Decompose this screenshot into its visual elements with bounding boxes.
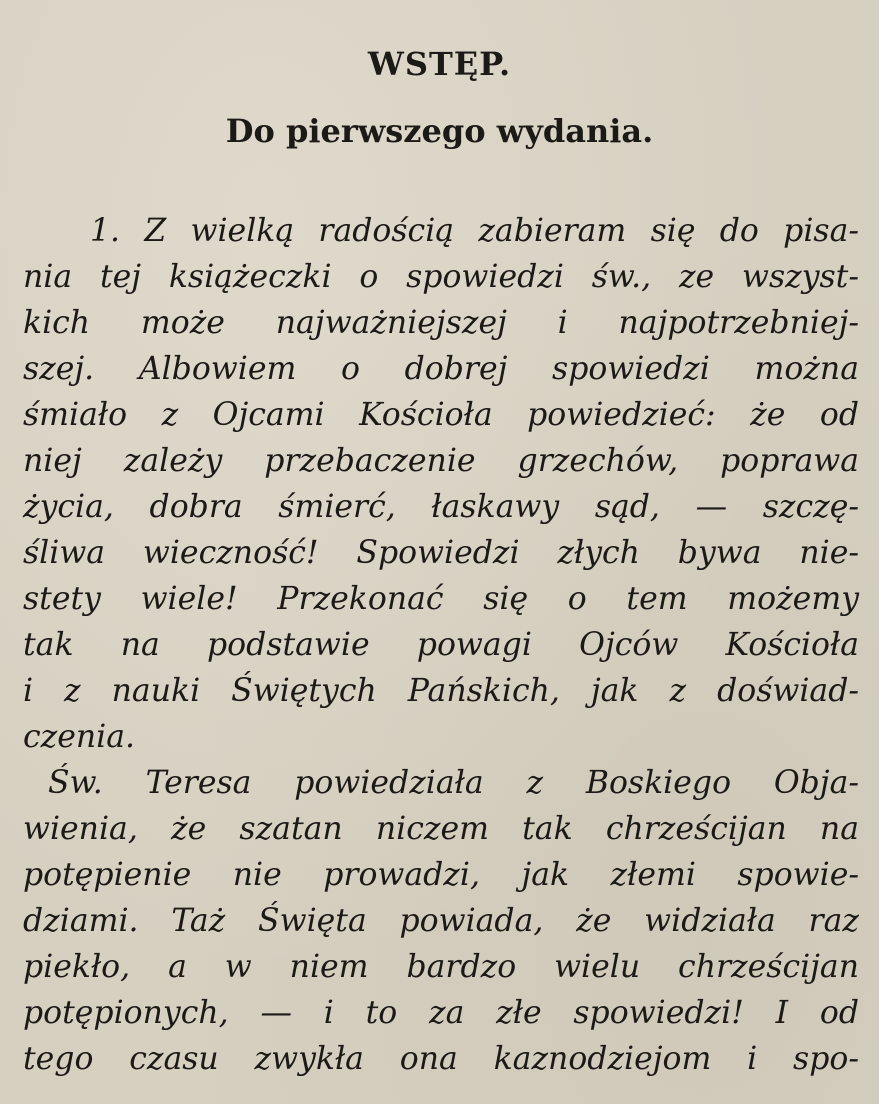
text-line: Św. Teresa powiedziała z Boskiego Obja- — [48, 765, 859, 801]
text-line: kich może najważniejszej i najpotrzebniej- — [23, 305, 859, 341]
text-line: tak na podstawie powagi Ojców Kościoła — [23, 627, 859, 663]
page-title: WSTĘP. — [367, 45, 512, 83]
text-line: stety wiele! Przekonać się o tem możemy — [23, 581, 859, 617]
text-line: niej zależy przebaczenie grzechów, poprawa — [23, 443, 859, 479]
text-line: piekło, a w niem bardzo wielu chrześcijan — [23, 949, 859, 985]
text-line: potępionych, — i to za złe spowiedzi! I od — [23, 995, 859, 1031]
page-subtitle: Do pierwszego wydania. — [225, 112, 654, 150]
text-line: 1. Z wielką radością zabieram się do pisa- — [90, 213, 859, 249]
text-line: szej. Albowiem o dobrej spowiedzi można — [23, 351, 859, 387]
text-line: dziami. Taż Święta powiada, że widziała raz — [23, 903, 859, 939]
text-line: śliwa wieczność! Spowiedzi złych bywa nie- — [23, 535, 859, 571]
text-line: i z nauki Świętych Pańskich, jak z doświad- — [23, 673, 859, 709]
text-line: śmiało z Ojcami Kościoła powiedzieć: że od — [23, 397, 859, 433]
text-line: wienia, że szatan niczem tak chrześcijan na — [23, 811, 859, 847]
text-line: nia tej książeczki o spowiedzi św., ze wszyst- — [23, 259, 859, 295]
text-line: potępienie nie prowadzi, jak złemi spowie- — [23, 857, 859, 893]
text-line: tego czasu zwykła ona kaznodziejom i spo- — [23, 1041, 859, 1077]
text-line: czenia. — [23, 719, 136, 755]
text-line: życia, dobra śmierć, łaskawy sąd, — szczę- — [23, 489, 859, 525]
